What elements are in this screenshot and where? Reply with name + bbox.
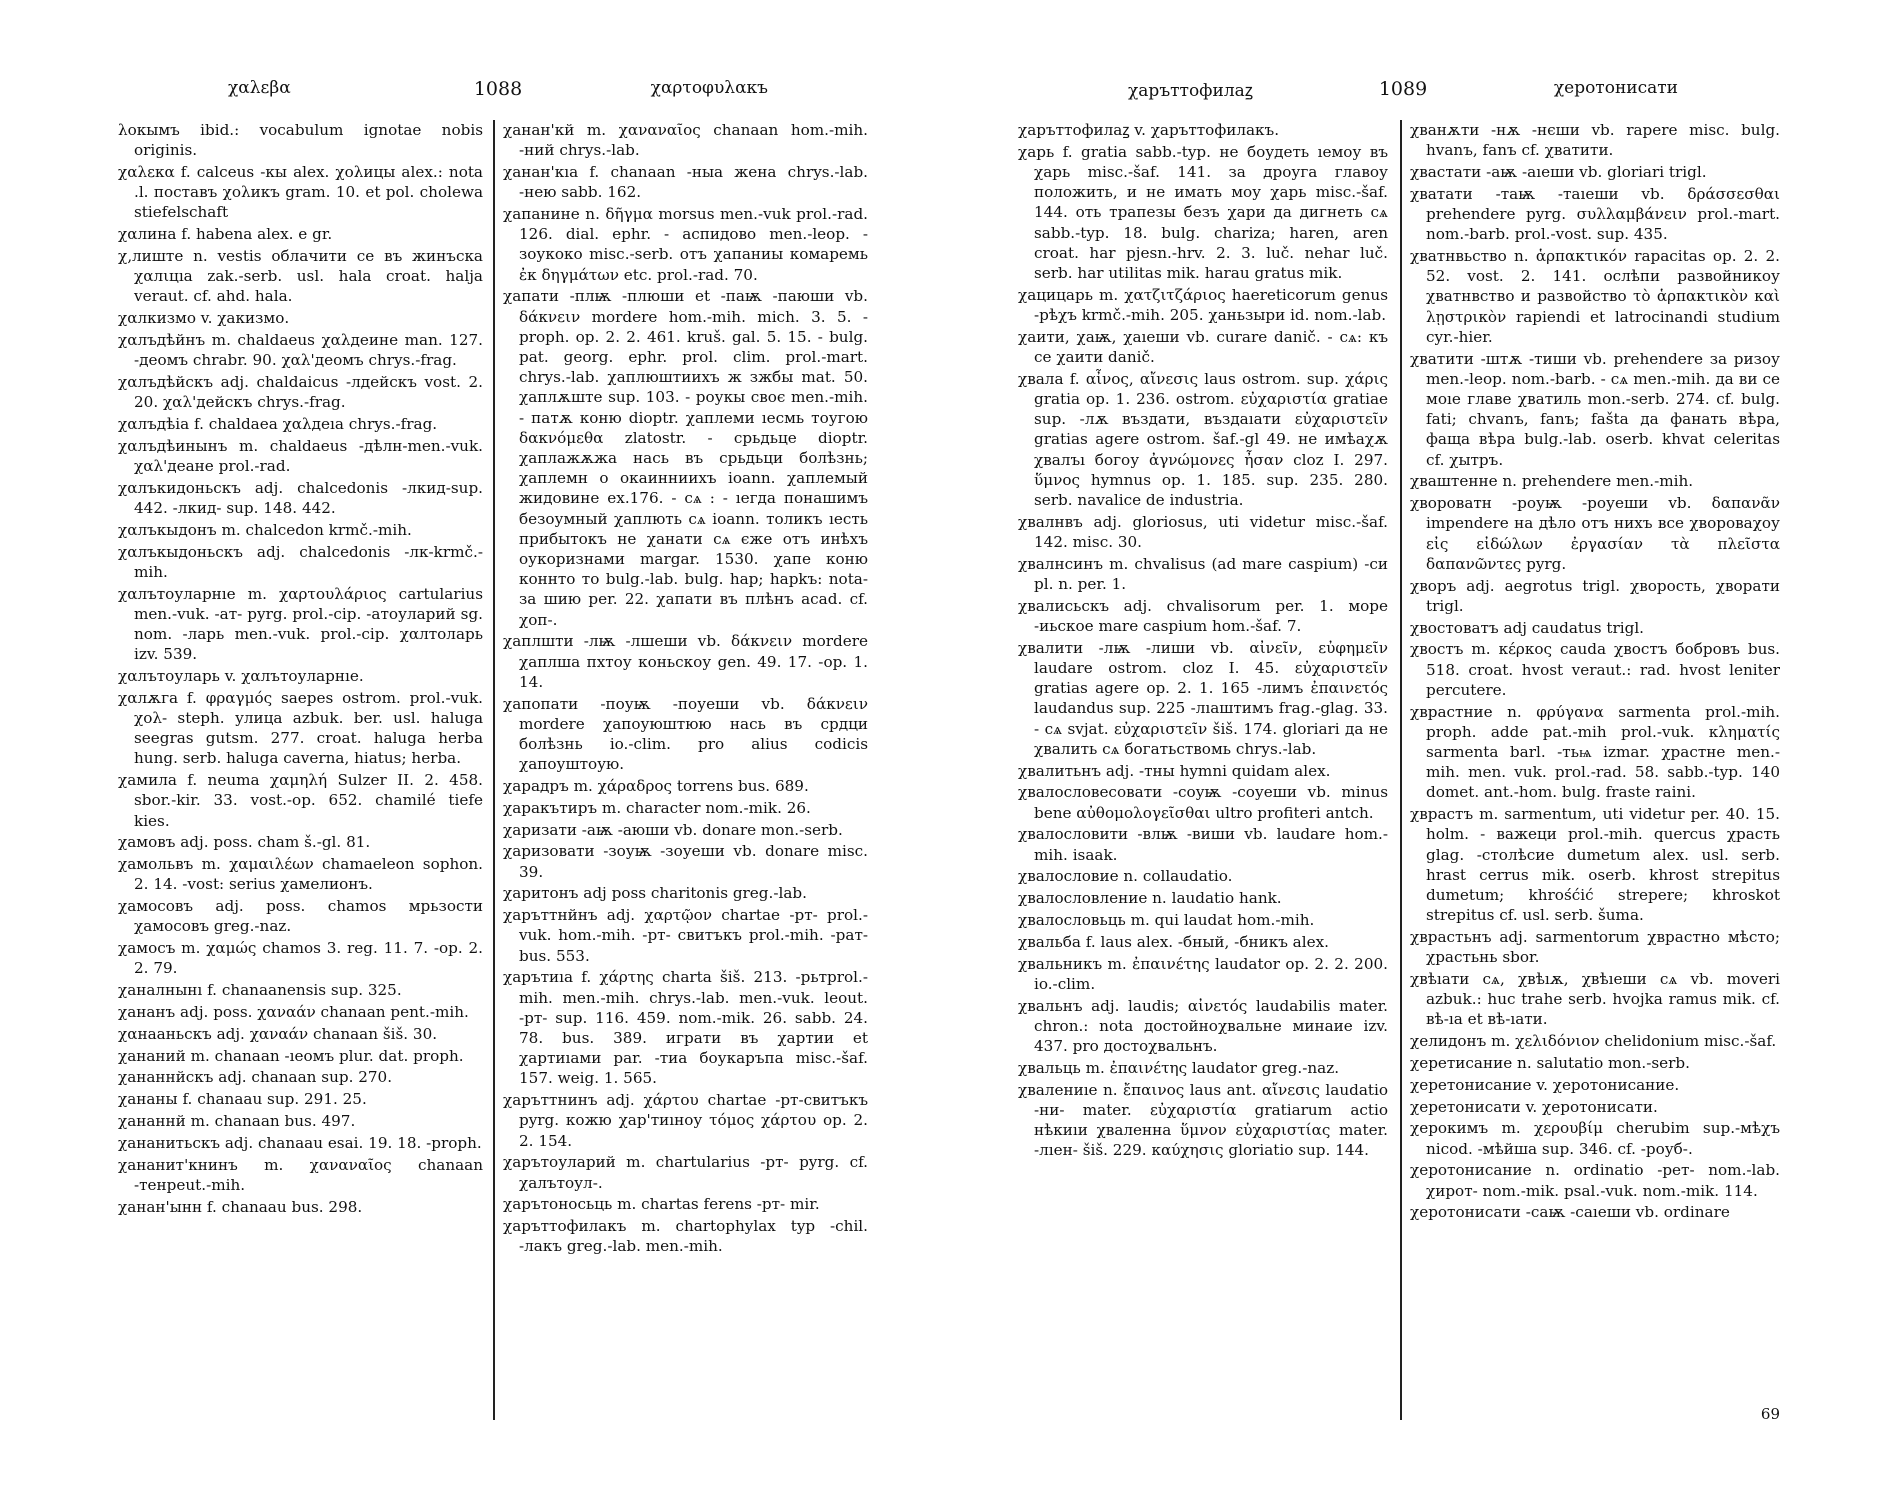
right-page-column-a [1018,120,1388,1450]
dictionary-entry: χвальникъ m. ἐπαινέτης laudator op. 2. 2. 200. io.-clim. [1018,954,1388,993]
dictionary-entry: χαлътоуларь v. χαлътоуларнıе. [118,667,364,685]
dictionary-entry: χеротонисати -саѭ -саıеши vb. ordinare [1410,1203,1730,1222]
dictionary-entry: χапанине n. δῆγμα morsus men.-vuk prol.-rad. 126. dial. ephr. - аспидово men.-leop. - зоукоко misc.-serb. отъ χапаниы комаремь ἐκ δηγμάτων etc. prol.-rad. 70. [503,205,868,284]
dictionary-entry: χватати -таѭ -таıеши vb. δράσσεσθαι prehendere pyrg. συλλαμβάνειν prol.-mart. nom.-barb. prol.-vost. sup. 435. [1410,184,1780,244]
dictionary-entry: χарь f. gratia sabb.-typ. не боудеть ıемоу въ χарь misc.-šaf. 141. за дроуга главоу положить, и не имать моу χарь misc.-šaf. 144. оть трапезы безъ χари да дигнеть сѧ sabb.-typ. 18. bulg. chariza; haren, aren croat. har pjesn.-hrv. 2. 3. luč. nehar luč. serb. har utilitas mik. harau gratus mik. [1018,142,1388,283]
dictionary-entry: χаналнынı f. chanaanensis sup. 325. [118,981,402,1000]
dictionary-entry: χананнй m. chanaan bus. 497. [118,1111,356,1130]
dictionary-entry: χаити, χаѭ, χаıеши vb. curare danič. - сѧ: къ се χаити danič. [1018,327,1388,367]
running-head-left: χаръттофилаꙁ [1128,81,1253,101]
right-page-header [1018,78,1788,108]
signature-number: 69 [1760,1405,1780,1423]
dictionary-entry: χамосъ m. χαμώς chamos 3. reg. 11. 7. -op. 2. 2. 79. [118,939,483,978]
dictionary-entry: χананит'книнъ m. χαναναῖος chanaan -тенpeut.-mih. [118,1155,483,1194]
dictionary-entry: χаритонъ adj poss charitonis greg.-lab. [503,884,807,903]
dictionary-entry: χврастъ m. sarmentum, uti videtur per. 40. 15. holm. - важеци prol.-mih. quercus χрасть glag. -столѣсие dumetum alex. usl. serb. hrast cerrus mik. oserb. khrost strepitus dumetum; khrośćić strepere; khroskot strepitus cf. usl. serb. šuma. [1410,805,1780,925]
dictionary-entry: χвалословьць m. qui laudat hom.-mih. [1018,911,1315,930]
dictionary-entry: χваштенне n. prehendere men.-mih. [1410,472,1694,491]
dictionary-entry: χананитьскъ adj. chanaau esai. 19. 18. -proph. [118,1133,482,1152]
dictionary-entry: χватити -штѫ -тиши vb. prehendere за ризоу men.-leop. nom.-barb. - сѧ men.-mih. да ви се моıе главе χватиль mon.-serb. 274. cf. bulg. fati; chvanъ, fanъ; fašta да фанать вѣра, фаща вѣра bulg.-lab. oserb. khvat celeritas cf. χытръ. [1410,349,1780,469]
dictionary-entry: χаръттнйнъ adj. χαρτῷον chartae -рт- prol.-vuk. hom.-mih. -рт- свитъкъ prol.-mih. -рат- bus. 553. [503,906,868,965]
dictionary-entry: χанан'кй m. χαναναῖος chanaan hom.-mih. -ний chrys.-lab. [503,121,868,160]
dictionary-entry: χерокимъ m. χερουβίμ cherubim sup.-мѣχъ nicod. -мѣйша sup. 346. cf. -роуб-. [1410,1119,1780,1158]
running-head-right: χеротонисати [1553,78,1678,98]
dictionary-entry: χвалословити -влѭ -виши vb. laudare hom.-mih. isaak. [1018,825,1388,864]
dictionary-entry: χαлъдѣйскъ adj. chaldaicus -лдейскъ vost. 2. 20. χαλ'дейскъ chrys.-frag. [118,373,483,412]
dictionary-entry: χαлъдѣйнъ m. chaldaeus χαλдеине man. 127. -деомъ chrabr. 90. χαλ'деомъ chrys.-frag. [118,331,483,370]
dictionary-entry: χвалнвъ adj. gloriosus, uti videtur misc.-šaf. 142. misc. 30. [1018,512,1388,552]
dictionary-entry: χапопати -поуѭ -поуеши vb. δάκνειν mordere χапоуюштюю нась въ срдци болѣзнь io.-clim. pro alius codicis χапоуштоую. [503,694,868,774]
left-page-header [118,78,878,108]
dictionary-entry: χамовъ adj. poss. cham š.-gl. 81. [118,833,371,852]
dictionary-entry: χарътоуларий m. chartularius -рт- pyrg. cf. χалътоул-. [503,1153,868,1192]
dictionary-entry: χвальць m. ἐπαινέτης laudator greg.-naz. [1018,1058,1340,1077]
column-divider [493,120,495,1420]
dictionary-entry: χванѫти -нѫ -нєши vb. rapere misc. bulg. hvanъ, fanъ cf. χватити. [1410,121,1780,160]
left-page-column-a [118,120,483,1450]
dictionary-entry: χеретонисати v. χеротонисати. [1410,1097,1658,1116]
page-number: 1088 [473,78,523,100]
dictionary-entry: χаплшти -лѭ -лшеши vb. δάκνειν mordere χаплша пхтоу коньскоу gen. 49. 17. -op. 1. 14. [503,632,868,691]
dictionary-entry: χврастьнъ adj. sarmentorum χврастно мѣсто; χрастьнь sbor. [1410,928,1780,967]
dictionary-entry: χαлъкидоньскъ adj. chalcedonis -лкид-sup. 442. -лкид- sup. 148. 442. [118,478,483,517]
dictionary-entry: χвалисьскъ adj. chvalisorum per. 1. море -иьское mare caspium hom.-šaf. 7. [1018,596,1388,636]
page-number: 1089 [1378,78,1428,100]
right-page-columns [1018,120,1788,1500]
dictionary-entry: χеретонисание v. χеротонисание. [1410,1075,1680,1094]
dictionary-entry: χαлъкыдонъ m. chalcedon krmč.-mih. [118,520,412,539]
dictionary-entry: χарътиıа f. χάρτης charta šiš. 213. -рьтprol.-mih. men.-mih. chrys.-lab. men.-vuk. leout. -рт- sup. 116. 459. nom.-mik. 26. sabb. 24. 78. bus. 389. играти въ χартии et χартиıами par. -тиа боукаръпа misc.-šaf. 157. weig. 1. 565. [503,968,868,1088]
dictionary-entry: χ‚лиште n. vestis облачити се въ жинъска χαлιцıа zak.-serb. usl. hala croat. halja veraut. cf. ahd. hala. [118,247,483,306]
dictionary-entry: χананнйскъ adj. chanaan sup. 270. [118,1068,393,1087]
dictionary-entry: χамольвъ m. χαμαιλέων chamaeleon sophon. 2. 14. -vost: serius χамелионъ. [118,855,483,894]
right-page-column-b [1410,120,1780,1450]
dictionary-entry: χαлина f. habena alex. e gr. [118,225,333,244]
dictionary-entry: χαлѫга f. φραγμός saepes ostrom. prol.-vuk. χολ- steph. улица azbuk. ber. usl. haluga seegras gutsm. 277. croat. haluga herba hung. serb. haluga caverna, hiatus; herba. [118,688,483,768]
running-head-right: χαρτοφυλακъ [650,78,768,98]
dictionary-entry: χарътоносьць m. chartas ferens -рт- mir. [503,1195,820,1214]
dictionary-entry: χвороватн -роуѭ -роуеши vb. δαπανᾶν impendere на дѣло отъ нихъ все χвороваχоу εἰς εἰδώλων ἐργασίαν τὰ πλεῖστα δαπανῶντες pyrg. [1410,494,1780,573]
left-page-column-b [503,120,868,1450]
dictionary-entry: χананий m. chanaan -ıеомъ plur. dat. proph. [118,1046,464,1065]
dictionary-entry: χвостъ m. κέρκος cauda χвостъ бобровъ bus. 518. croat. hvost veraut.: rad. hvost leniter percutere. [1410,640,1780,699]
dictionary-entry: χαлътоуларнıе m. χαρτουλάριος cartularius men.-vuk. -ат- pyrg. prol.-cip. -атоуларий sg. nom. -ларь men.-vuk. prol.-cip. χαлтоларь izv. 539. [118,584,483,664]
dictionary-entry: χаризовати -зоуѭ -зоуеши vb. donare misc. 39. [503,842,868,881]
dictionary-entry: χамосовъ adj. poss. chamos мрьзости χамосовъ greg.-naz. [118,897,483,936]
dictionary-entry: χвѣıати сѧ, χвѣıѫ, χвѣıеши сѧ vb. moveri azbuk.: huc trahe serb. hvojka ramus mik. cf. вѣ-ıа et вѣ-ıати. [1410,970,1780,1029]
dictionary-entry: χарадръ m. χάραδρος torrens bus. 689. [503,777,809,796]
dictionary-entry: χвастати -аѭ -аıеши vb. gloriari trigl. [1410,163,1707,181]
dictionary-entry: χватнвьство n. ἁρπακτικόν rapacitas op. 2. 2. 52. vost. 2. 141. ослѣпи развойникоу χватнвство и развойство τὸ ἁρπακτικὸν καὶ λῃστρικὸν rapiendi et latrocinandi studium cyr.-hier. [1410,247,1780,346]
dictionary-entry: χананы f. chanaau sup. 291. 25. [118,1090,367,1109]
dictionary-entry: χвалословление n. laudatio hank. [1018,889,1282,908]
dictionary-entry: χвальба f. laus alex. -бный, -бникъ alex. [1018,932,1329,951]
dictionary-entry: χвалениıе n. ἔπαινος laus ant. αἴνεσις laudatio -ни- mater. εὐχαριστία gratiarum actio нѣкиıи χваленна ὕμνον εὐχαριστίας mater. -лıен- šiš. 229. καύχησις gloriatio sup. 144. [1018,1080,1388,1160]
dictionary-entry: χапати -плѭ -плюши et -паѭ -паюши vb. δάκνειν mordere hom.-mih. mich. 3. 5. -proph. op. 2. 2. 461. kruš. gal. 5. 15. - bulg. pat. georg. ephr. prol. clim. prol.-mart. chrys.-lab. χаплюштиихъ ж зжбы mat. 50. χаплѫште sup. 103. - роукы своє men.-mih. - патѫ коню dioptr. χаплеми ıесмь тоугою δακνόμεθα zlatostr. - срьдьце dioptr. χаплажѫжа нась въ срьдьци болѣзнь; χаплемн о окаинниихъ ioann. χаплемый жидовине ex.176. - сѧ : - ıегда понашимъ безоумный χаплють сѧ ioann. толикъ ıесть прибытокъ не χанати сѧ єже отъ инѣхъ оукоризнами margar. 1530. χапе коню коннто то bulg.-lab. bulg. hap; hapkъ: nota-за шию per. 22. χапати въ плѣнъ acad. cf. χоп-. [503,287,868,629]
right-page [1018,0,1788,1500]
dictionary-entry: χαлъдѣіа f. chaldaea χαλдеıа chrys.-frag. [118,415,438,433]
column-divider [1400,120,1402,1420]
dictionary-entry: χаризати -аѭ -аюши vb. donare mon.-serb. [503,820,843,839]
running-head-left: χαλεβα [228,78,291,98]
dictionary-entry: χанан'кıа f. chanaan -ныа жена chrys.-lab. -нею sabb. 162. [503,163,868,202]
dictionary-entry: χаръттофилакъ m. chartophylax typ -chil. -лакъ greg.-lab. men.-mih. [503,1217,868,1256]
dictionary-entry: χαлкизмо v. χакизмо. [118,309,290,328]
left-page [118,0,878,1500]
dictionary-entry: χвалословесовати -соуѭ -соуеши vb. minus bene αὐθομολογεῖσθαι ultro profiteri antch. [1018,783,1388,822]
dictionary-entry: χаръттнинъ adj. χάρτου chartae -рт-свитъкъ pyrg. кожю χар'тиıноу τόμος χάρτου op. 2. 2. 154. [503,1091,868,1150]
dictionary-entry: χαлъдѣинынъ m. chaldaeus -дѣлн-men.-vuk. χαλ'деане prol.-rad. [118,436,483,475]
dictionary-entry: χврастние n. φρύγανα sarmenta prol.-mih. proph. adde pat.-mih prol.-vuk. κληματίς sarmenta barl. -тьѩ izmar. χрастне men.-mih. men. vuk. prol.-rad. 58. sabb.-typ. 140 domet. ant.-hom. bulg. fraste raini. [1410,702,1780,802]
dictionary-entry: χвала f. αἶνος, αἴνεσις laus ostrom. sup. χάρις gratia op. 1. 236. ostrom. εὐχαριστία gratiae sup. -лѫ въздати, въздаıати εὐχαριστεῖν gratias agere ostrom. šaf.-gl 49. не имѣаχѫ χвалъı богоу ἀγνώμονες ἦσαν cloz I. 297. ὕμνος hymnus op. 1. 185. sup. 235. 280. serb. navalice de industria. [1018,369,1388,510]
dictionary-entry: χαлъкыдоньскъ adj. chalcedonis -лк-krmč.-mih. [118,542,483,581]
dictionary-entry: χанан'ынн f. chanaau bus. 298. [118,1197,363,1216]
dictionary-entry: χвалити -лѭ -лиши vb. αἰνεῖν, εὐφημεῖν laudare ostrom. cloz I. 45. εὐχαριστεῖν gratias agere op. 2. 1. 165 -лимъ ἐπαινετός laudandus sup. 225 -лıаштимъ frag.-glag. 33. - сѧ svjat. εὐχαριστεῖν šiš. 174. gloriari да не χвалить сѧ богатьствомь chrys.-lab. [1018,638,1388,758]
dictionary-entry: χвостоватъ adj caudatus trigl. [1410,618,1645,637]
dictionary-entry: χеротонисание n. ordinatio -рет- nom.-lab. χирот- nom.-mik. psal.-vuk. nom.-mik. 114. [1410,1161,1780,1200]
dictionary-entry: χворъ adj. aegrotus trigl. χворость, χворати trigl. [1410,576,1780,615]
dictionary-entry: χαλεκα f. calceus -кы alex. χολицы alex.: nota .l. поставъ χολикъ gram. 10. et pol. cholewa stiefelschaft [118,163,483,222]
dictionary-entry: χаракътиръ m. character nom.-mik. 26. [503,798,811,817]
dictionary-entry: χацицарь m. χατζιτζάριος haereticorum genus -рѣχъ krmč.-mih. 205. χаньзыри id. nom.-lab. [1018,285,1388,325]
dictionary-entry: χαнааньскъ adj. χαναάν chanaan šiš. 30. [118,1024,438,1043]
dictionary-entry: χеретисание n. salutatio mon.-serb. [1410,1054,1690,1073]
dictionary-entry: χаръттофилаꙁ v. χаръттофилакъ. [1018,121,1280,139]
dictionary-entry: χелидонъ m. χελιδόνιον chelidonium misc.-šaf. [1410,1032,1777,1051]
dictionary-entry: χананъ adj. poss. χαναάν chanaan pent.-mih. [118,1003,469,1021]
dictionary-entry: χвалословие n. collaudatio. [1018,867,1233,886]
dictionary-entry: χвалнсинъ m. chvalisus (ad mare caspium) -си pl. n. per. 1. [1018,554,1388,594]
dictionary-entry: λοκымъ ibid.: vocabulum ignotae nobis originis. [118,121,483,160]
dictionary-entry: χвальнъ adj. laudis; αἰνετός laudabilis mater. chron.: nota достойноχвальне минаие izv. 437. pro достоχвальнъ. [1018,996,1388,1056]
left-page-columns [118,120,878,1500]
dictionary-entry: χвалитьнъ adj. -тны hymni quidam alex. [1018,761,1331,780]
dictionary-entry: χамила f. neuma χαμηλή Sulzer II. 2. 458. sbor.-kir. 33. vost.-op. 652. chamilé tiefe kies. [118,771,483,830]
